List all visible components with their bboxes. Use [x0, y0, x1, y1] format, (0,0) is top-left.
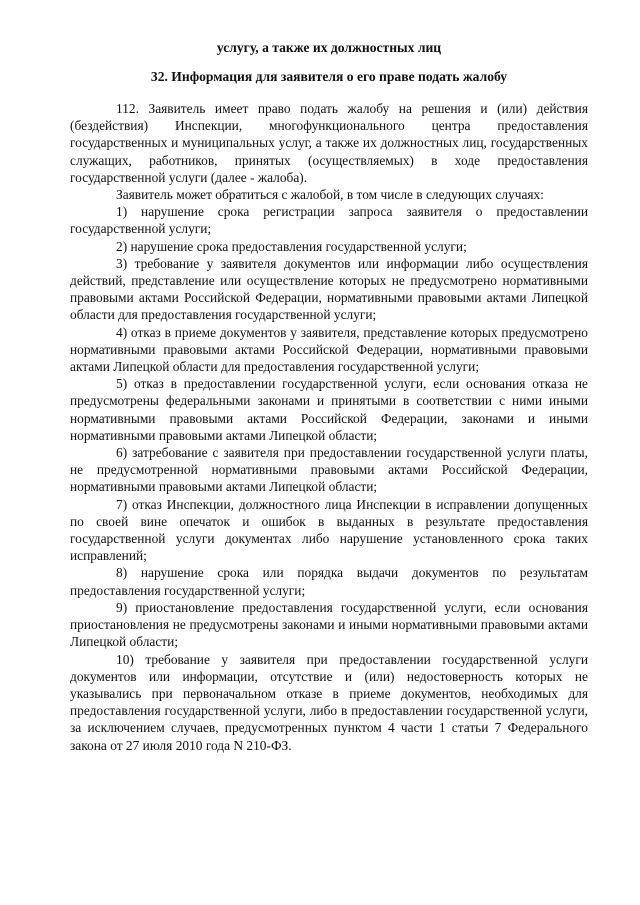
- carryover-heading: услугу, а также их должностных лиц: [216, 40, 442, 55]
- paragraph: 3) требование у заявителя документов или информации либо осуществления действий, представление или осуществление которых не предусмотрено нормативными правовыми актами Российской Федерации, нормативными правовыми актами Липецкой области для предоставления государственной услуги;: [70, 255, 588, 323]
- paragraph: Заявитель может обратиться с жалобой, в том числе в следующих случаях:: [116, 187, 544, 203]
- paragraph: 112. Заявитель имеет право подать жалобу на решения и (или) действия (бездействия) Инспекции, многофункционального центра предоставления государственных и муниципальных услуг, а также их должностных лиц, государственных служащих, работников, принятых (осуществляемых) в ходе предоставления государственной услуги (далее - жалоба).: [70, 101, 588, 185]
- paragraph: 9) приостановление предоставления государственной услуги, если основания приостановления не предусмотрены законами и иными нормативными правовыми актами Липецкой области;: [70, 599, 588, 650]
- section-heading: 32. Информация для заявителя о его праве подать жалобу: [150, 69, 508, 84]
- paragraph: 8) нарушение срока или порядка выдачи документов по результатам предоставления государственной услуги;: [70, 565, 588, 598]
- paragraph: 10) требование у заявителя при предоставлении государственной услуги документов или информации, отсутствие и (или) недостоверность которых не указывались при первоначальном отказе в приеме документов, необходимых для предоставления государственной услуги, либо в предоставлении государственной услуги, за исключением случаев, предусмотренных пунктом 4 части 1 статьи 7 Федерального закона от 27 июля 2010 года N 210-ФЗ.: [70, 651, 588, 753]
- paragraph: 4) отказ в приеме документов у заявителя, представление которых предусмотрено нормативными правовыми актами Российской Федерации, нормативными правовыми актами Липецкой области для предоставления государственной услуги;: [70, 324, 588, 375]
- paragraph: 7) отказ Инспекции, должностного лица Инспекции в исправлении допущенных по своей вине опечаток и ошибок в выданных в результате предоставления государственной услуги документах либо нарушение установленного срока таких исправлений;: [70, 496, 588, 564]
- document-body: [70, 100, 588, 754]
- paragraph: 6) затребование с заявителя при предоставлении государственной услуги платы, не предусмотренной нормативными правовыми актами Российской Федерации, нормативными правовыми актами Липецкой области;: [70, 445, 588, 495]
- paragraph: 5) отказ в предоставлении государственной услуги, если основания отказа не предусмотрены федеральными законами и принятыми в соответствии с ними иными нормативными правовыми актами Российской Федерации, законами и иными нормативными правовыми актами Липецкой области;: [70, 376, 588, 443]
- paragraph: 1) нарушение срока регистрации запроса заявителя о предоставлении государственной услуги;: [70, 204, 588, 237]
- paragraph: 2) нарушение срока предоставления государственной услуги;: [116, 238, 467, 254]
